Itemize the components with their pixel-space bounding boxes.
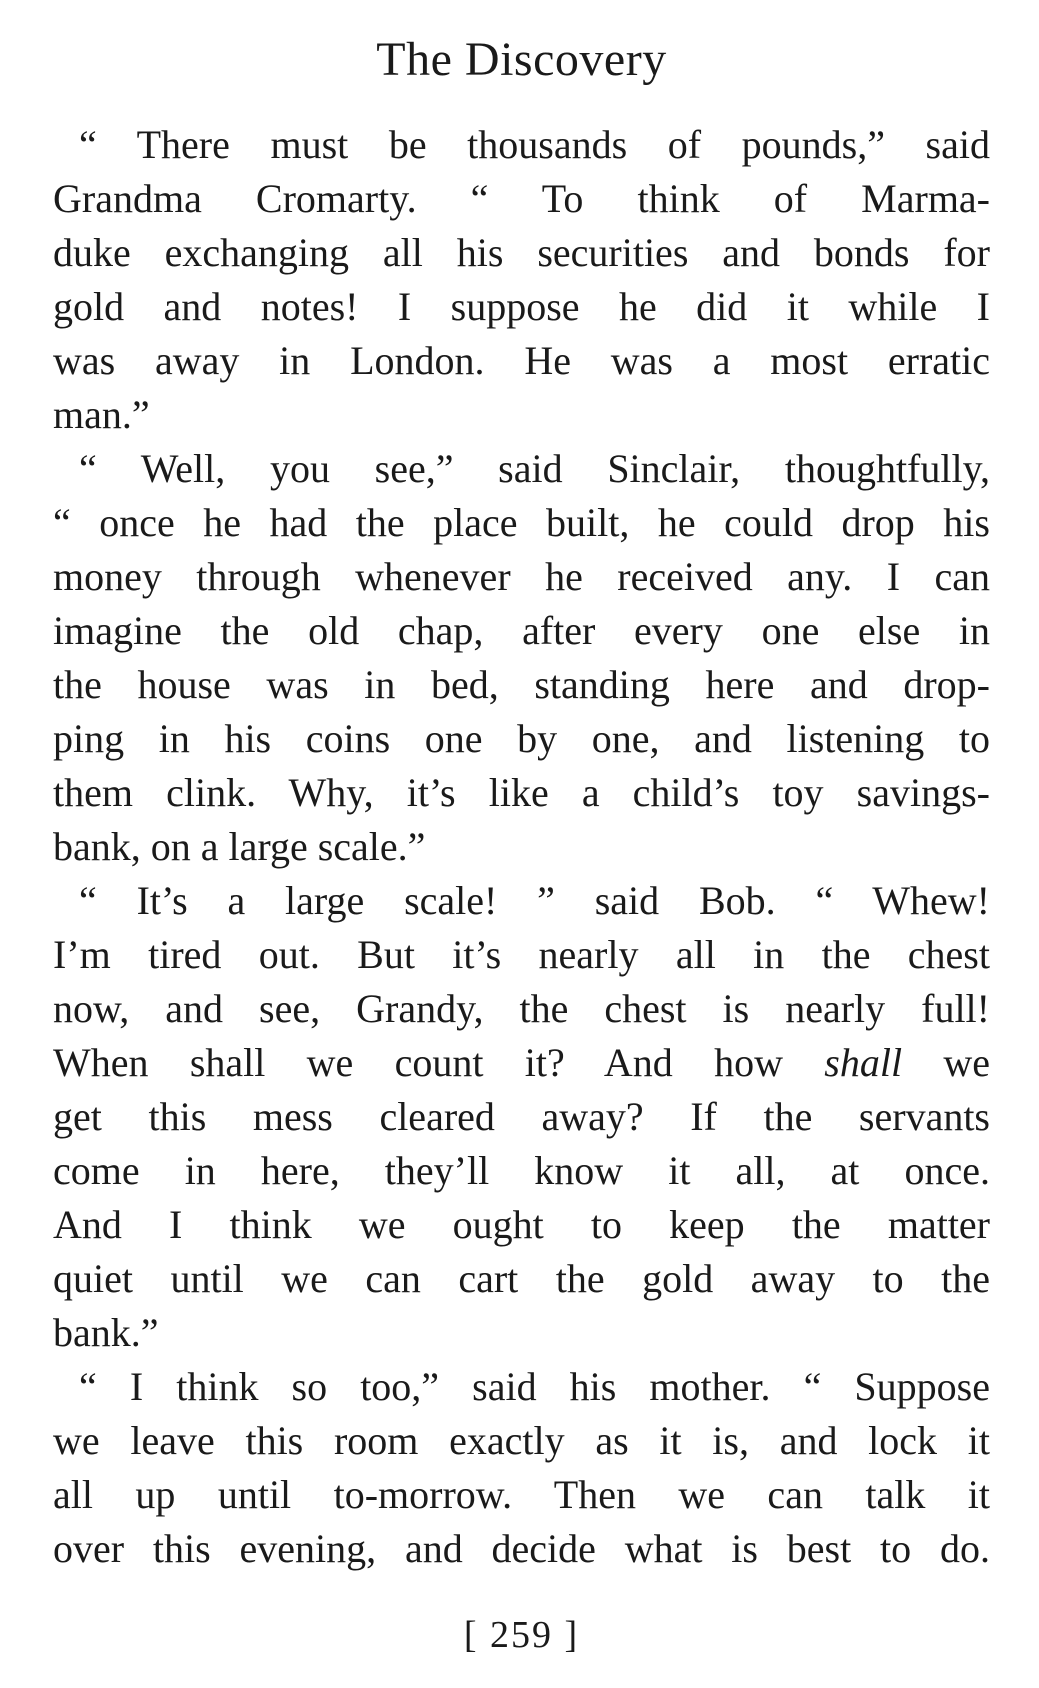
text-line: bank, on a large scale.” xyxy=(53,824,426,869)
text-line: imagine the old chap, after every one else in xyxy=(53,608,990,653)
text-line: money through whenever he received any. I can xyxy=(53,554,990,599)
text-line-with-italic xyxy=(53,1036,990,1090)
body-text xyxy=(53,118,990,1576)
text-line: all up until to-morrow. Then we can talk it xyxy=(53,1472,990,1517)
text-segment: When shall we count it? And how xyxy=(53,1040,825,1085)
text-line: quiet until we can cart the gold away to the xyxy=(53,1256,990,1301)
text-line: them clink. Why, it’s like a child’s toy savings- xyxy=(53,770,990,815)
book-page xyxy=(53,0,990,1688)
text-segment: we xyxy=(902,1040,991,1085)
text-line: “ Well, you see,” said Sinclair, thoughtfully, xyxy=(79,446,990,491)
text-line: Grandma Cromarty. “ To think of Marma- xyxy=(53,176,990,221)
text-line: duke exchanging all his securities and bonds for xyxy=(53,230,990,275)
text-line: come in here, they’ll know it all, at once. xyxy=(53,1148,990,1193)
paragraph-3 xyxy=(53,874,990,1360)
page-number: [ 259 ] xyxy=(463,1614,580,1656)
running-head: The Discovery xyxy=(376,33,667,86)
text-line: man.” xyxy=(53,392,150,437)
text-line: “ There must be thousands of pounds,” said xyxy=(79,122,990,167)
text-line: was away in London. He was a most erratic xyxy=(53,338,990,383)
text-line: over this evening, and decide what is best to do. xyxy=(53,1526,990,1571)
paragraph-2 xyxy=(53,442,990,874)
text-line: “ once he had the place built, he could drop his xyxy=(53,500,990,545)
text-line: “ I think so too,” said his mother. “ Suppose xyxy=(79,1364,990,1409)
text-line: we leave this room exactly as it is, and lock it xyxy=(53,1418,990,1463)
text-line: And I think we ought to keep the matter xyxy=(53,1202,990,1247)
text-line: I’m tired out. But it’s nearly all in the chest xyxy=(53,932,990,977)
paragraph-4 xyxy=(53,1360,990,1576)
text-line: now, and see, Grandy, the chest is nearly full! xyxy=(53,986,990,1031)
text-line: “ It’s a large scale! ” said Bob. “ Whew! xyxy=(79,878,990,923)
text-line: get this mess cleared away? If the servants xyxy=(53,1094,990,1139)
text-line: bank.” xyxy=(53,1310,159,1355)
text-line: the house was in bed, standing here and drop- xyxy=(53,662,990,707)
paragraph-1 xyxy=(53,118,990,442)
text-line: gold and notes! I suppose he did it while I xyxy=(53,284,990,329)
text-line: ping in his coins one by one, and listening to xyxy=(53,716,990,761)
italic-word: shall xyxy=(824,1040,903,1085)
